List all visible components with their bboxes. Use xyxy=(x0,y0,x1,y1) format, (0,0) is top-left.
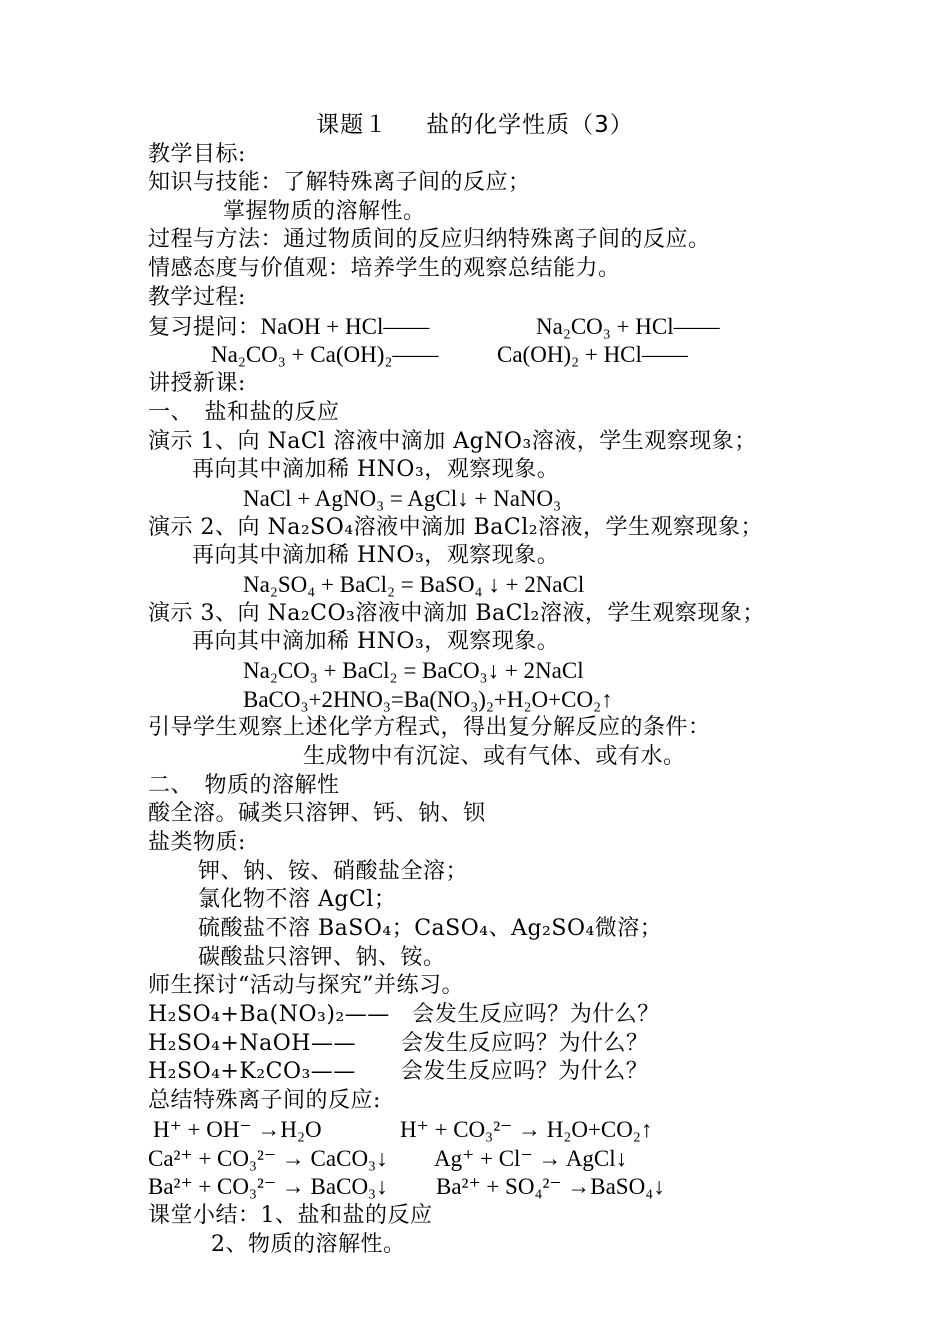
review-eq-1: NaOH + HCl—— xyxy=(260,314,430,339)
demo-2-cont: 再向其中滴加稀 HNO₃，观察现象。 xyxy=(192,543,560,568)
knowledge-skills: 知识与技能：了解特殊离子间的反应； xyxy=(148,170,531,195)
exercise-1: H₂SO₄+Ba(NO₃)₂—— 会发生反应吗？为什么？ xyxy=(148,1002,660,1027)
demo-1-equation: NaCl + AgNO₃ = AgCl↓ + NaNO₃ xyxy=(243,486,562,511)
demo-3-equation-1: Na₂CO₃ + BaCl₂ = BaCO₃↓ + 2NaCl xyxy=(243,658,584,683)
salt-rule-4: 碳酸盐只溶钾、钠、铵。 xyxy=(198,945,446,970)
ion-reaction-2: H⁺ + CO₃²⁻ → H₂O+CO₂↑ xyxy=(400,1117,653,1142)
ion-reaction-5: Ba²⁺ + CO₃²⁻ → BaCO₃↓ xyxy=(148,1174,388,1199)
knowledge-skills-cont: 掌握物质的溶解性。 xyxy=(223,199,426,224)
ion-reaction-6: Ba²⁺ + SO₄²⁻ →BaSO₄↓ xyxy=(436,1174,665,1199)
lesson-title-topic: 盐的化学性质（3） xyxy=(426,112,634,138)
review-label: 复习提问： xyxy=(148,315,261,340)
section-2-heading: 二、 物质的溶解性 xyxy=(148,773,340,798)
salt-rule-2: 氯化物不溶 AgCl； xyxy=(198,887,397,912)
review-eq-4: Ca(OH)₂ + HCl—— xyxy=(497,342,688,367)
demo-1-cont: 再向其中滴加稀 HNO₃，观察现象。 xyxy=(192,457,560,482)
acid-base-solubility: 酸全溶。碱类只溶钾、钙、钠、钡 xyxy=(148,801,486,826)
demo-2-equation: Na₂SO₄ + BaCl₂ = BaSO₄ ↓ + 2NaCl xyxy=(243,572,585,597)
salt-rule-3: 硫酸盐不溶 BaSO₄；CaSO₄、Ag₂SO₄微溶； xyxy=(198,916,663,941)
demo-3-cont: 再向其中滴加稀 HNO₃，观察现象。 xyxy=(192,629,560,654)
lesson-title xyxy=(0,110,950,140)
ion-reaction-3: Ca²⁺ + CO₃²⁻ → CaCO₃↓ xyxy=(148,1146,388,1171)
lesson-title-number: 课题１ xyxy=(316,112,389,138)
review-eq-2: Na₂CO₃ + HCl—— xyxy=(536,314,720,339)
exercise-3: H₂SO₄+K₂CO₃—— 会发生反应吗？为什么？ xyxy=(148,1059,649,1084)
salt-rule-1: 钾、钠、铵、硝酸盐全溶； xyxy=(198,859,469,884)
activity-inquiry: 师生探讨“活动与探究”并练习。 xyxy=(148,973,464,998)
ion-reactions-heading: 总结特殊离子间的反应: xyxy=(148,1088,381,1113)
demo-3: 演示 3、向 Na₂CO₃溶液中滴加 BaCl₂溶液，学生观察现象； xyxy=(148,601,765,626)
exercise-2: H₂SO₄+NaOH—— 会发生反应吗？为什么？ xyxy=(148,1031,649,1056)
teaching-process-heading: 教学过程: xyxy=(148,285,246,310)
process-method: 过程与方法：通过物质间的反应归纳特殊离子间的反应。 xyxy=(148,227,711,252)
demo-2: 演示 2、向 Na₂SO₄溶液中滴加 BaCl₂溶液，学生观察现象； xyxy=(148,515,764,540)
teaching-objectives-heading: 教学目标: xyxy=(148,142,246,167)
review-eq-3: Na₂CO₃ + Ca(OH)₂—— xyxy=(211,342,439,367)
metathesis-conditions: 生成物中有沉淀、或有气体、或有水。 xyxy=(303,744,686,769)
ion-reaction-4: Ag⁺ + Cl⁻ → AgCl↓ xyxy=(434,1146,628,1171)
class-summary: 课堂小结：1、盐和盐的反应 xyxy=(148,1203,433,1228)
guide-observation: 引导学生观察上述化学方程式，得出复分解反应的条件： xyxy=(148,715,711,740)
section-1-heading: 一、 盐和盐的反应 xyxy=(148,400,340,425)
class-summary-cont: 2、物质的溶解性。 xyxy=(211,1232,406,1257)
demo-1: 演示 1、向 NaCl 溶液中滴加 AgNO₃溶液，学生观察现象； xyxy=(148,429,757,454)
salts-heading: 盐类物质: xyxy=(148,830,246,855)
attitude-values: 情感态度与价值观：培养学生的观察总结能力。 xyxy=(148,256,621,281)
new-lesson-heading: 讲授新课: xyxy=(148,371,246,396)
ion-reaction-1: H⁺ + OH⁻ →H₂O xyxy=(153,1117,322,1142)
review-questions xyxy=(148,313,429,342)
demo-3-equation-2: BaCO₃+2HNO₃=Ba(NO₃)₂+H₂O+CO₂↑ xyxy=(243,687,613,712)
